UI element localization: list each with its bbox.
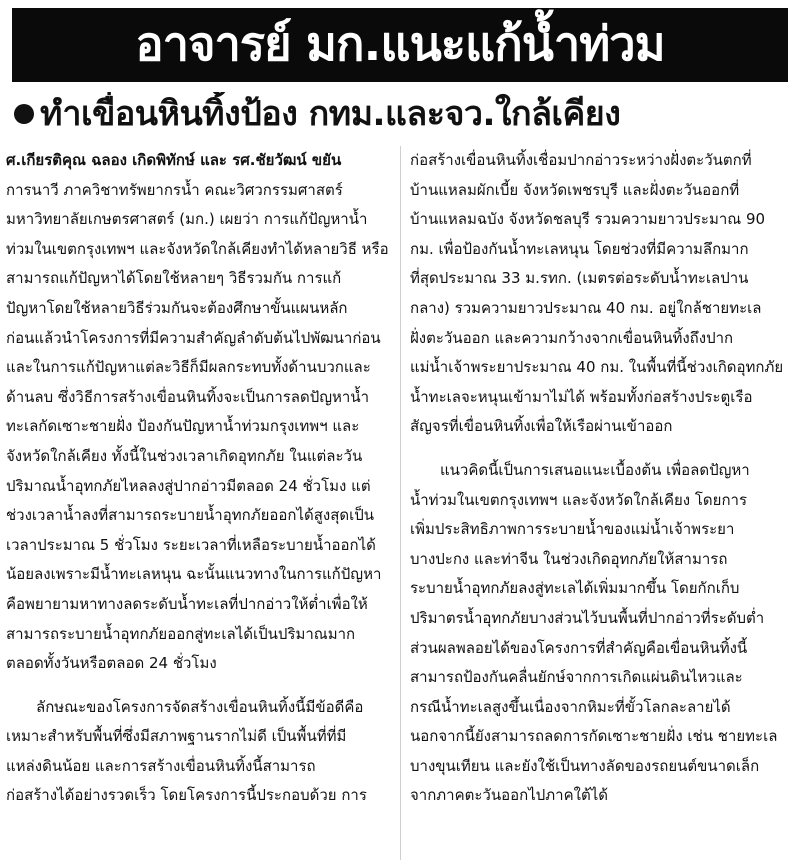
article-line: ระบายน้ำอุทกภัยลงสู่ทะเลได้เพิ่มมากขึ้น โดยกักเก็บ [410, 579, 740, 598]
article-line: เวลาประมาณ 5 ชั่วโมง ระยะเวลาที่เหลือระบายน้ำออกได้ [6, 535, 376, 554]
article-line: น้ำทะเลจะหนุนเข้ามาไม่ได้ พร้อมทั้งก่อสร้างประตูเรือ [410, 387, 753, 406]
article-line: การนาวี ภาควิชาทรัพยากรน้ำ คณะวิศวกรรมศาสตร์ [6, 180, 343, 199]
article-line: และในการแก้ปัญหาแต่ละวิธีก็มีผลกระทบทั้งด้านบวกและ [6, 358, 371, 377]
bullet-icon [14, 104, 34, 124]
article-line: ส่วนผลพลอยได้ของโครงการที่สำคัญคือเขื่อนหินทิ้งนี้ [410, 638, 748, 657]
article-line: แหล่งดินน้อย และการสร้างเขื่อนหินทิ้งนี้สามารถ [6, 756, 316, 775]
article-line: สามารถแก้ปัญหาได้โดยใช้หลายๆ วิธีรวมกัน การแก้ [6, 269, 342, 288]
article-line: คือพยายามหาทางลดระดับน้ำทะเลที่ปากอ่าวให้ต่ำเพื่อให้ [6, 594, 368, 613]
article-line: จากภาคตะวันออกไปภาคใต้ได้ [410, 786, 608, 805]
article-line: ก่อนแล้วนำโครงการที่มีความสำคัญลำดับต้นไปพัฒนาก่อน [6, 328, 381, 347]
article-column-right [410, 146, 798, 811]
article-line: กรณีน้ำทะเลสูงขึ้นเนื่องจากหิมะที่ขั้วโลกละลายได้ [410, 697, 731, 716]
article-line: จังหวัดใกล้เคียง ทั้งนี้ในช่วงเวลาเกิดอุทกภัย ในแต่ละวัน [6, 446, 363, 465]
article-line: ที่สุดประมาณ 33 ม.รทก. (เมตรต่อระดับน้ำทะเลปาน [410, 269, 749, 288]
subheadline: ทำเขื่อนหินทิ้งป้อง กทม.และจว.ใกล้เคียง [40, 94, 621, 134]
article-line: ทะเลกัดเซาะชายฝั่ง ป้องกันปัญหาน้ำท่วมกรุงเทพฯ และ [6, 417, 360, 436]
article-line: ด้านลบ ซึ่งวิธีการสร้างเขื่อนหินทิ้งจะเป็นการลดปัญหาน้ำ [6, 387, 370, 406]
article-line: บางขุนเทียน และยังใช้เป็นทางลัดของรถยนต์ขนาดเล็ก [410, 756, 760, 775]
column-divider [400, 146, 401, 860]
headline-banner [12, 8, 788, 82]
article-line: นอกจากนี้ยังสามารถลดการกัดเซาะชายฝั่ง เช่น ชายทะเล [410, 727, 778, 746]
article-line: ปริมาณน้ำอุทกภัยไหลลงสู่ปากอ่าวมีตลอด 24 ชั่วโมง แต่ [6, 476, 371, 495]
article-line: ลักษณะของโครงการจัดสร้างเขื่อนหินทิ้งนี้มีข้อดีคือ [36, 697, 364, 716]
subheadline-row [14, 92, 790, 136]
article-line: ก่อสร้างได้อย่างรวดเร็ว โดยโครงการนี้ประกอบด้วย การ [6, 786, 367, 805]
article-line [6, 679, 394, 693]
article-line: สามารถระบายน้ำอุทกภัยออกสู่ทะเลได้เป็นปริมาณมาก [6, 624, 356, 643]
article-line: เพิ่มประสิทธิภาพการระบายน้ำของแม่น้ำเจ้าพระยา [410, 520, 735, 539]
article-line: ช่วงเวลาน้ำลงที่สามารถระบายน้ำอุทกภัยออกได้สูงสุดเป็น [6, 506, 375, 525]
article-line: มหาวิทยาลัยเกษตรศาสตร์ (มก.) เผยว่า การแก้ปัญหาน้ำ [6, 210, 368, 229]
article-line: แนวคิดนี้เป็นการเสนอแนะเบื้องต้น เพื่อลดปัญหา [440, 460, 750, 479]
article-line: เหมาะสำหรับพื้นที่ซึ่งมีสภาพฐานรากไม่ดี เป็นพื้นที่ที่มี [6, 727, 347, 746]
article-line: สามารถป้องกันคลื่นยักษ์จากการเกิดแผ่นดินไหวและ [410, 668, 743, 687]
article-line: บ้านแหลมผักเบี้ย จังหวัดเพชรบุรี และฝั่งตะวันออกที่ [410, 180, 740, 199]
article-line: กม. เพื่อป้องกันน้ำทะเลหนุน โดยช่วงที่มีความลึกมาก [410, 239, 749, 258]
article-line: ปริมาตรน้ำอุทกภัยบางส่วนไว้บนพื้นที่ปากอ่าวที่ระดับต่ำ [410, 608, 765, 627]
article-line: น้อยลงเพราะมีน้ำทะเลหนุน ฉะนั้นแนวทางในการแก้ปัญหา [6, 565, 382, 584]
headline: อาจารย์ มก.แนะแก้น้ำท่วม [135, 17, 665, 72]
article-line: ท่วมในเขตกรุงเทพฯ และจังหวัดใกล้เคียงทำได้หลายวิธี หรือ [6, 239, 389, 258]
article-line: กลาง) รวมความยาวประมาณ 40 กม. อยู่ใกล้ชายทะเล [410, 298, 762, 317]
article-line: บ้านแหลมฉบัง จังหวัดชลบุรี รวมความยาวประมาณ 90 [410, 210, 766, 229]
article-line: ตลอดทั้งวันหรือตลอด 24 ชั่วโมง [6, 654, 217, 673]
article-line: ฝั่งตะวันออก และความกว้างจากเขื่อนหินทิ้งถึงปาก [410, 328, 734, 347]
byline: ศ.เกียรติคุณ ฉลอง เกิดพิทักษ์ และ รศ.ชัยวัฒน์ ขยัน [6, 151, 342, 169]
article-column-left [6, 146, 394, 811]
article-line: สัญจรที่เขื่อนหินทิ้งเพื่อให้เรือผ่านเข้าออก [410, 417, 673, 436]
article-line: ปัญหาโดยใช้หลายวิธีร่วมกันจะต้องศึกษาขั้นแผนหลัก [6, 298, 348, 317]
article-line: แม่น้ำเจ้าพระยาประมาณ 40 กม. ในพื้นที่นี้ช่วงเกิดอุทกภัย [410, 358, 784, 377]
article-line: น้ำท่วมในเขตกรุงเทพฯ และจังหวัดใกล้เคียง โดยการ [410, 490, 748, 509]
article-line: ก่อสร้างเขื่อนหินทิ้งเชื่อมปากอ่าวระหว่างฝั่งตะวันตกที่ [410, 151, 752, 169]
article-line: บางปะกง และท่าจีน ในช่วงเกิดอุทกภัยให้สามารถ [410, 549, 728, 568]
article-line [410, 442, 798, 456]
